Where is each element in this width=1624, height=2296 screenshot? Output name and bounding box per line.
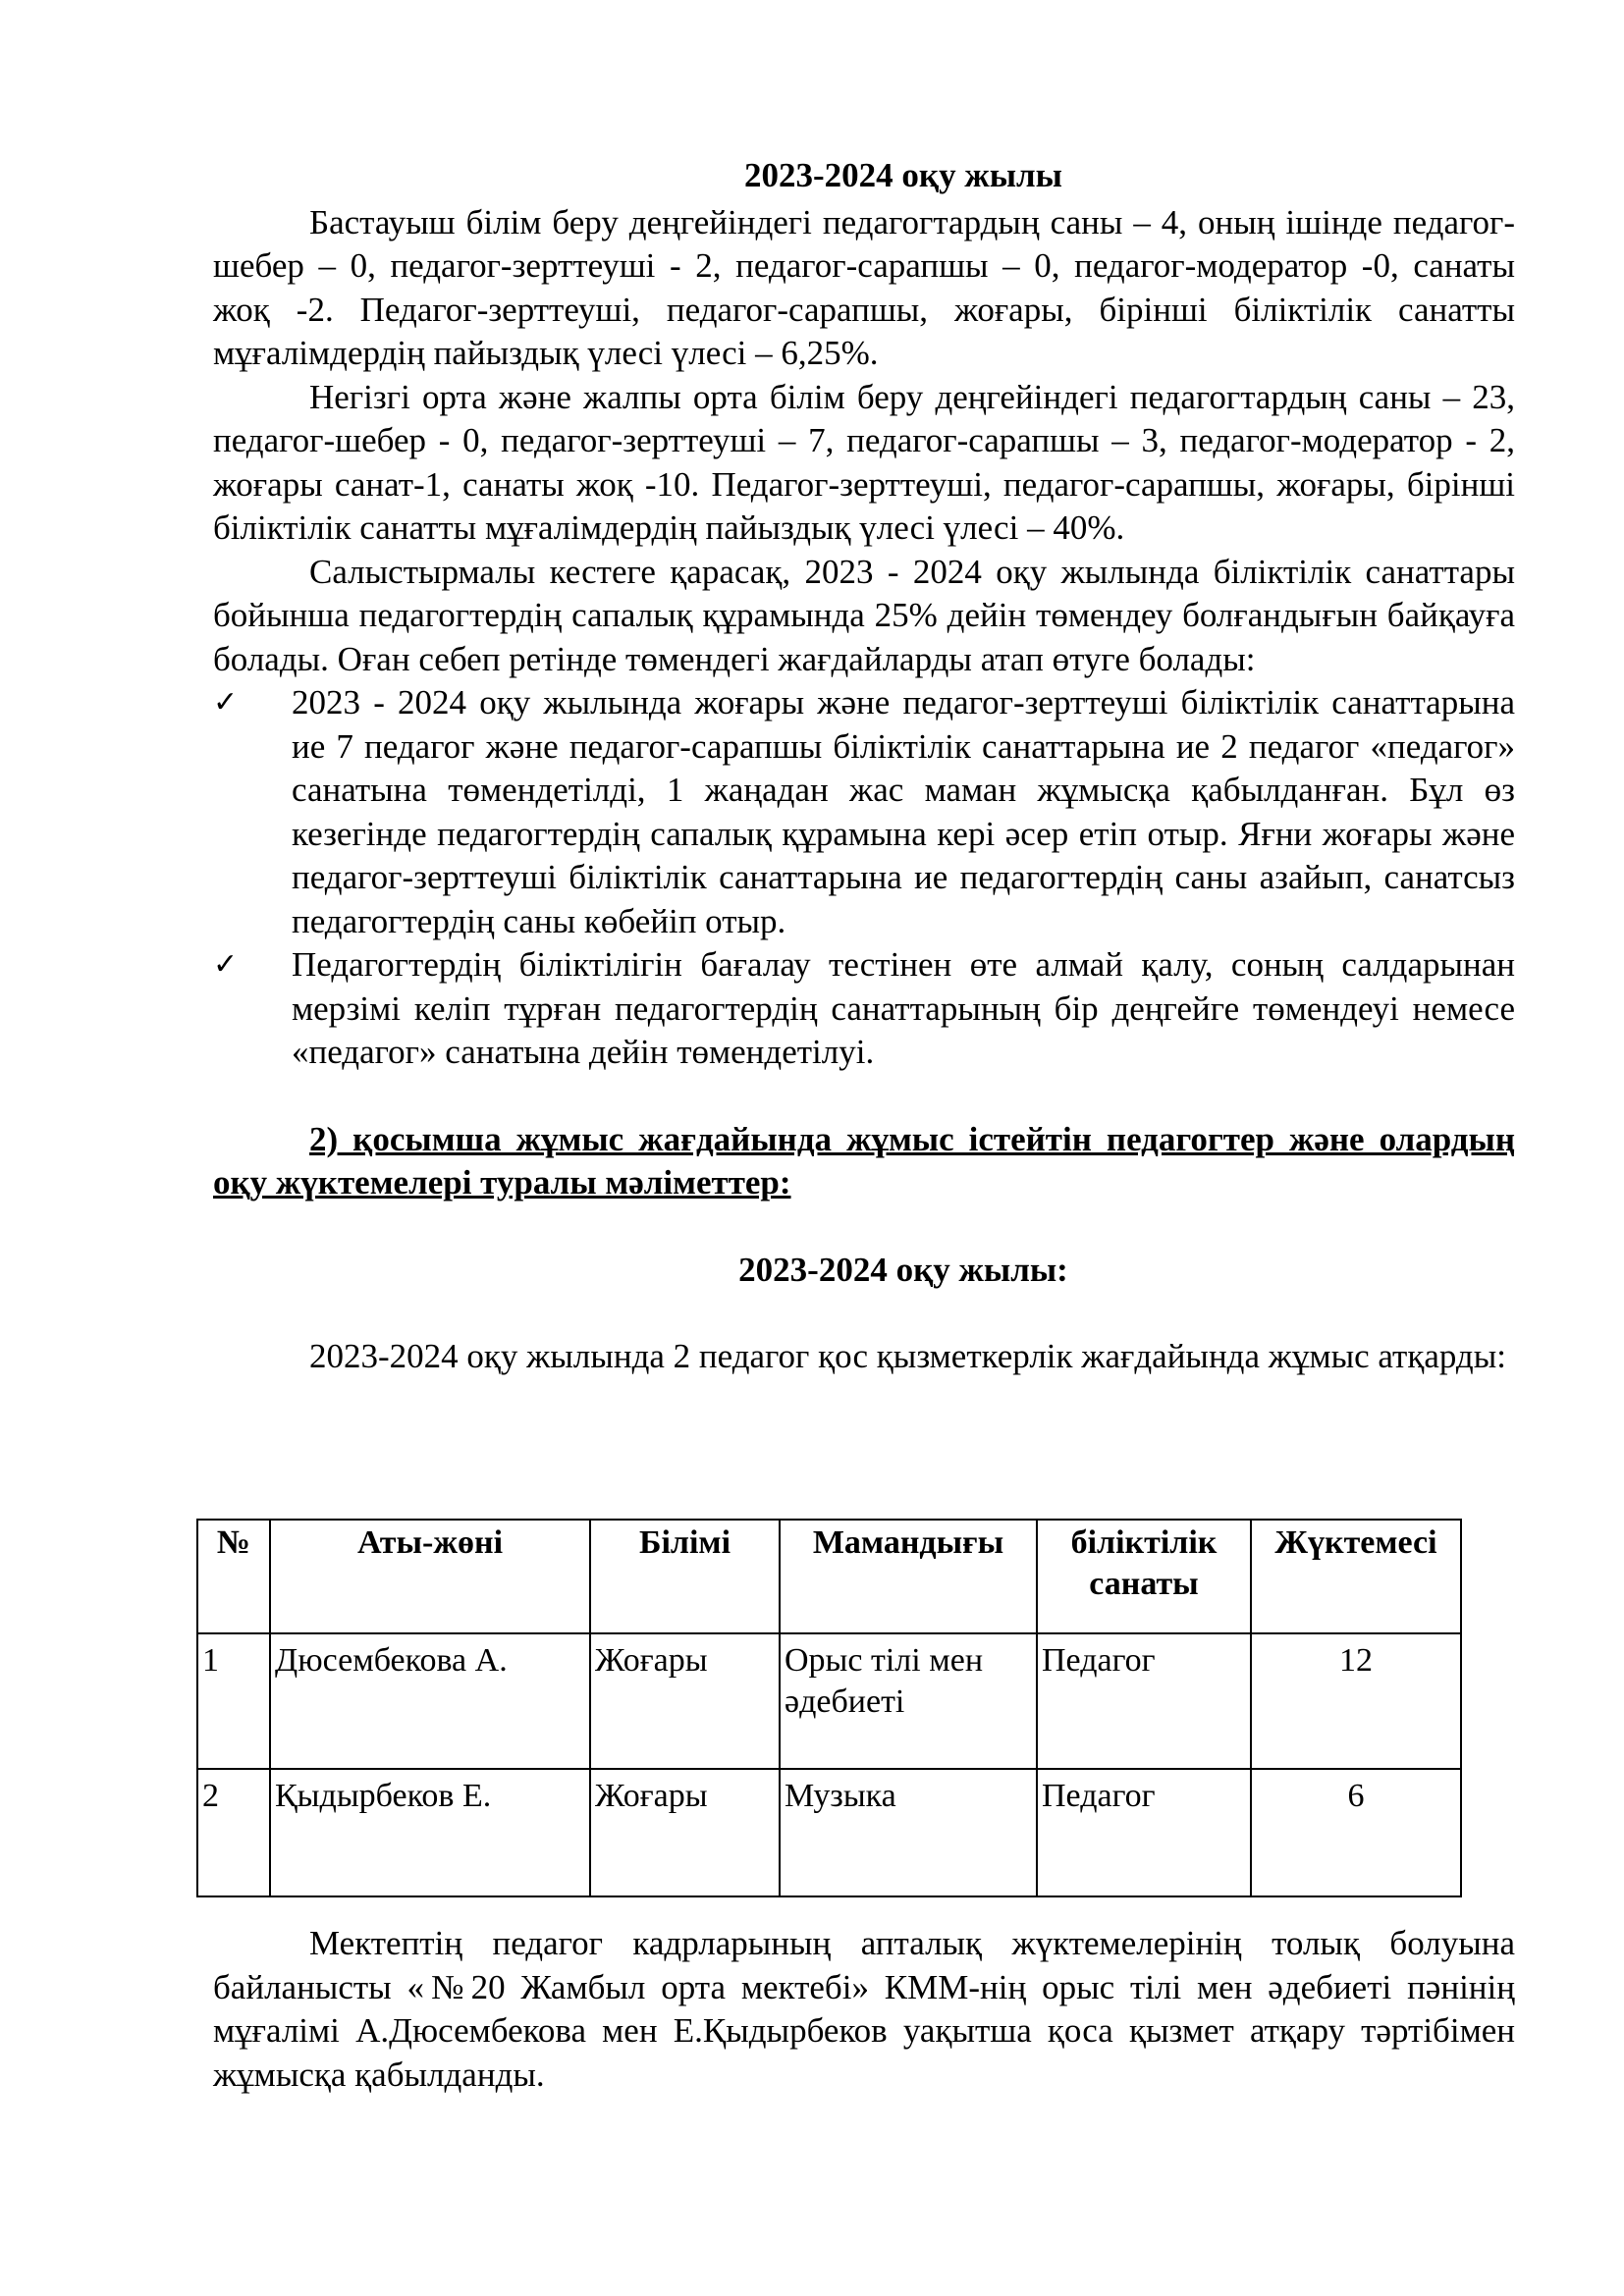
header-name: Аты-жөні — [270, 1520, 590, 1633]
paragraph-comparison: Салыстырмалы кестеге қарасақ, 2023 - 2024 оқу жылында біліктілік санаттары бойынша педагогтердің сапалық құрамында 25% дейін төмендеу болғандығын байқауға болады. Оған себеп ретінде төмендегі жағдайларды атап өтуге болады: — [213, 552, 1515, 678]
header-category: біліктілік санаты — [1037, 1520, 1251, 1633]
list-item-text: 2023 - 2024 оқу жылында жоғары және педагог-зерттеуші біліктілік санаттарына ие 7 педагог және педагог-сарапшы біліктілік санаттарына ие 2 педагог «педагог» санатына төмендетілді, 1 жаңадан жас маман жұмысқа қабылданған. Бұл өз кезегінде педагогтердің сапалық құрамына кері әсер етіп отыр. Яғни жоғары және педагог-зерттеуші біліктілік санаттарына ие педагогтердің саны азайып, санатсыз педагогтердің саны көбейіп отыр. — [292, 683, 1515, 940]
paragraph-primary: Бастауыш білім беру деңгейіндегі педагогтардың саны – 4, оның ішінде педагог-шебер – 0, педагог-зерттеуші - 2, педагог-сарапшы – 0, педагог-модератор -0, санаты жоқ -2. Педагог-зерттеуші, педагог-сарапшы, жоғары, бірінші біліктілік санатты мұғалімдердің пайыздық үлесі үлесі – 6,25%. — [213, 202, 1515, 372]
intro-paragraph: 2023-2024 оқу жылында 2 педагог қос қызметкерлік жағдайында жұмыс атқарды: — [309, 1337, 1506, 1375]
list-item — [213, 681, 1515, 943]
closing-paragraph: Мектептің педагог кадрларының апталық жүктемелерінің толық болуына байланысты «№20 Жамбыл орта мектебі» КММ-нің орыс тілі мен әдебиеті пәнінің мұғалімі А.Дюсембекова мен Е.Қыдырбеков уақытша қоса қызмет атқару тәртібімен жұмысқа қабылданды. — [213, 1924, 1515, 2094]
cell-load: 6 — [1251, 1769, 1461, 1896]
staff-table — [196, 1519, 1462, 1897]
header-number: № — [197, 1520, 270, 1633]
cell-number: 2 — [197, 1769, 270, 1896]
header-education: Білімі — [590, 1520, 780, 1633]
cell-specialty: Орыс тілі мен әдебиеті — [780, 1633, 1037, 1769]
checkmark-icon: ✓ — [213, 685, 239, 720]
table-row — [197, 1633, 1461, 1769]
cell-education: Жоғары — [590, 1769, 780, 1896]
cell-category: Педагог — [1037, 1633, 1251, 1769]
paragraph-secondary: Негізгі орта және жалпы орта білім беру деңгейіндегі педагогтардың саны – 23, педагог-шебер - 0, педагог-зерттеуші – 7, педагог-сарапшы – 3, педагог-модератор - 2, жоғары санат-1, санаты жоқ -10. Педагог-зерттеуші, педагог-сарапшы, жоғары, бірінші біліктілік санатты мұғалімдердің пайыздық үлесі үлесі – 40%. — [213, 377, 1515, 547]
table-header-row — [197, 1520, 1461, 1633]
cell-load: 12 — [1251, 1633, 1461, 1769]
year-heading-1: 2023-2024 оқу жылы — [744, 156, 1062, 194]
cell-category: Педагог — [1037, 1769, 1251, 1896]
document-body — [213, 154, 1515, 1379]
closing-block — [213, 1922, 1515, 2097]
header-specialty: Мамандығы — [780, 1520, 1037, 1633]
table-row — [197, 1769, 1461, 1896]
list-item-text: Педагогтердің біліктілігін бағалау тестінен өте алмай қалу, соның салдарынан мерзімі келіп тұрған педагогтердің санаттарының бір деңгейге төмендеуі немесе «педагог» санатына дейін төмендетілуі. — [292, 945, 1515, 1071]
cell-name: Қыдырбеков Е. — [270, 1769, 590, 1896]
cell-name: Дюсембекова А. — [270, 1633, 590, 1769]
header-load: Жүктемесі — [1251, 1520, 1461, 1633]
section-2-heading: 2) қосымша жұмыс жағдайында жұмыс істейтін педагогтер және олардың оқу жүктемелері туралы мәліметтер: — [213, 1119, 1515, 1201]
cell-specialty: Музыка — [780, 1769, 1037, 1896]
year-heading-2: 2023-2024 оқу жылы: — [738, 1250, 1068, 1289]
reason-list — [213, 681, 1515, 1075]
cell-education: Жоғары — [590, 1633, 780, 1769]
list-item — [213, 943, 1515, 1075]
cell-number: 1 — [197, 1633, 270, 1769]
checkmark-icon: ✓ — [213, 947, 239, 982]
